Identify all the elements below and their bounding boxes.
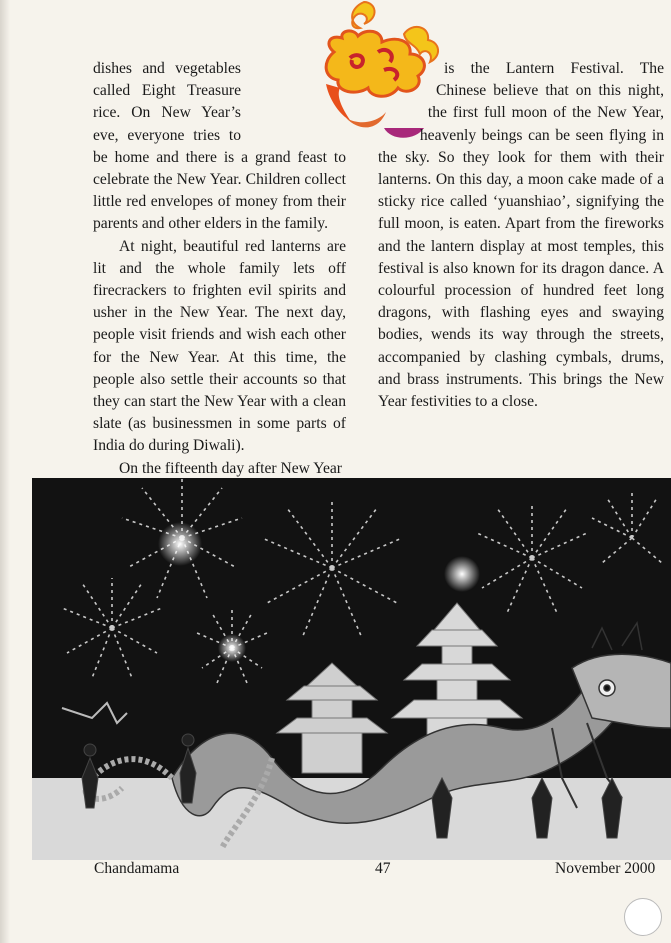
footer-magazine-name: Chandamama bbox=[94, 860, 180, 877]
article-right-column bbox=[378, 58, 664, 413]
footer-page-number: 47 bbox=[375, 860, 391, 877]
footer-issue-date: November 2000 bbox=[555, 860, 656, 877]
dragon-dance-illustration bbox=[32, 478, 671, 860]
article-left-column bbox=[93, 58, 346, 480]
paragraph-1: dishes and vegetables called Eight Treasure rice. On New Year’s eve, everyone tries to be home and there is a grand feast to celebrate the New Year. Children collect little red envelopes of money from their parents and other elders in the family. bbox=[93, 60, 346, 233]
library-stamp-icon bbox=[624, 898, 662, 936]
paragraph-2: At night, beautiful red lanterns are lit and the whole family lets off firecrackers to frighten evil spirits and usher in the New Year. The next day, people visit friends and wish each other for the New Year. At this time, the people also settle their accounts so that they can start the New Year with a clean slate (as businessmen in some parts of India do during Diwali). bbox=[93, 237, 346, 455]
paragraph-4: is the Lantern Festival. The Chinese believe that on this night, the first full moon of the New Year, heavenly beings can be seen flying in the sky. So they look for them with their lanterns. On this day, a moon cake made of a sticky rice called ‘yuanshiao’, signifying the full moon, is eaten. Apart from the fireworks and the lantern display at most temples, this festival is also known for its dragon dance. A colourful procession of hundred feet long dragons, with flashing eyes and swaying bodies, wends its way through the streets, accompanied by clashing cymbals, drums, and brass instruments. This brings the New Year festivities to a close. bbox=[378, 60, 664, 411]
page-edge-shadow bbox=[0, 0, 10, 943]
paragraph-3: On the fifteenth day after New Year bbox=[119, 459, 342, 477]
